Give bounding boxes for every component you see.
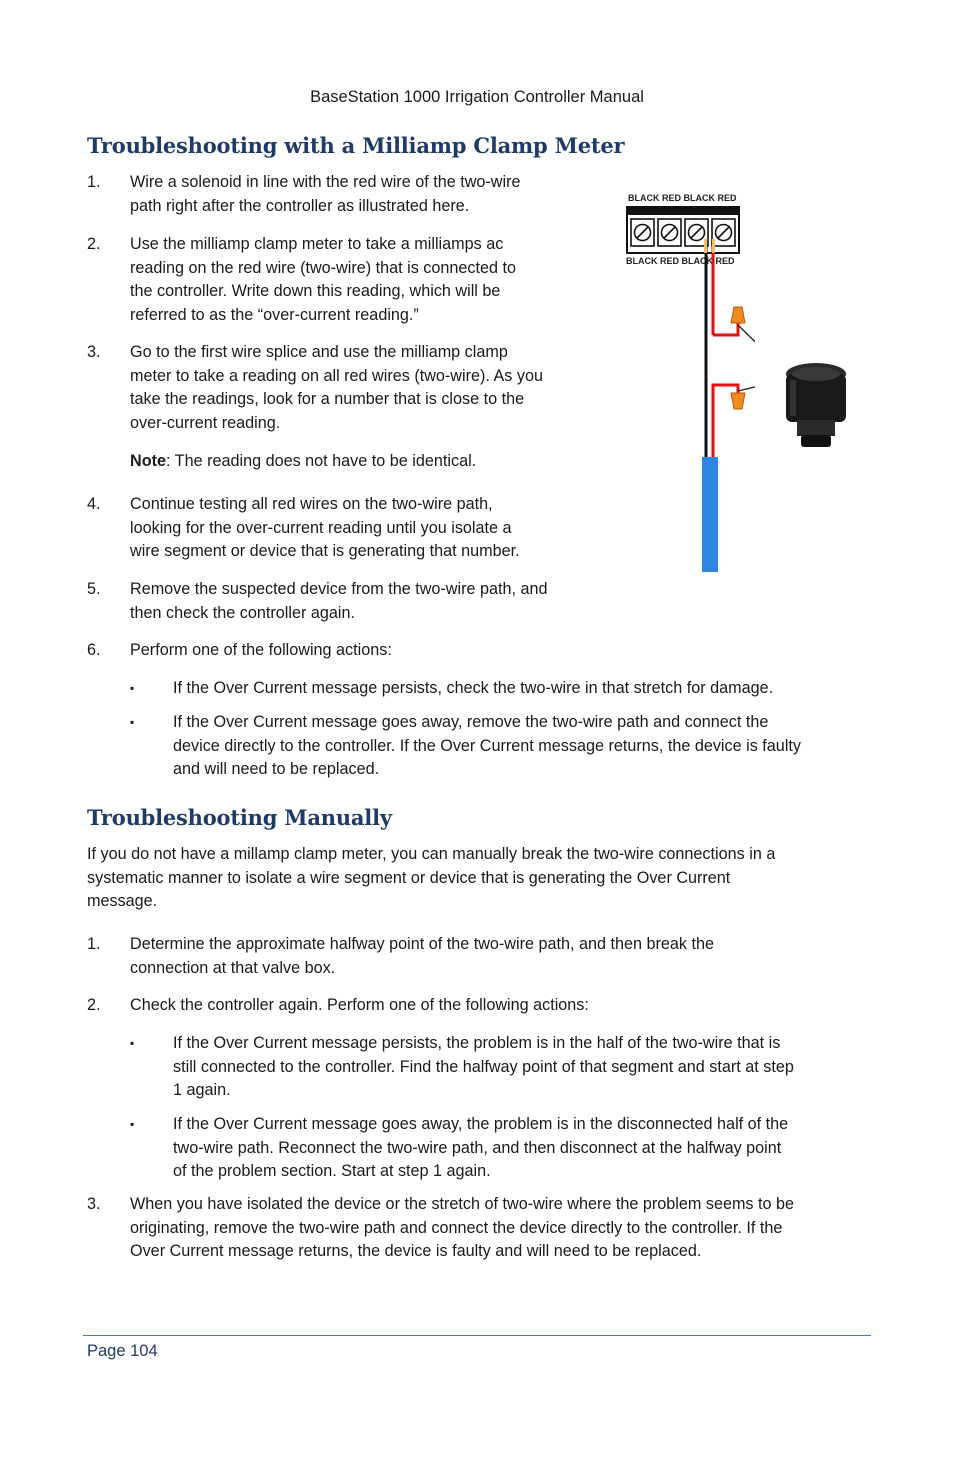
red-wire-loop-top [713,323,738,335]
footer-rule [83,1335,871,1336]
intro-paragraph: If you do not have a millamp clamp meter, you can manually break the two-wire connections in a systematic manner to isolate a wire segment or device that is generating the Over Current message. [87,845,776,910]
step-number: 6. [87,641,101,659]
step-text: Use the milliamp clamp meter to take a milliamps ac reading on the red wire (two-wire) that is connected to the controller. Write down this reading, which will be referred to as the “over-current reading.” [130,235,516,324]
step-text: Go to the first wire splice and use the milliamp clamp meter to take a reading on all red wires (two-wire). As you take the readings, look for a number that is close to the over-current reading. [130,343,543,432]
step-number: 1. [87,173,101,191]
bullet-marker: ▪ [130,681,135,695]
wiring-diagram-figure [620,185,755,577]
section-heading-clamp-meter: Troubleshooting with a Milliamp Clamp Meter [87,133,625,158]
bullet-text: If the Over Current message persists, the problem is in the half of the two-wire that is still connected to the controller. Find the halfway point of that segment and start at step 1 again. [173,1034,794,1099]
step-text: Remove the suspected device from the two-wire path, and then check the controller again. [130,580,548,622]
solenoid-device-image [780,360,850,455]
terminal-top-label: BLACK RED BLACK RED [628,193,737,203]
terminal-bottom-label: BLACK RED BLACK RED [626,256,735,266]
bullet-text: If the Over Current message persists, check the two-wire in that stretch for damage. [173,679,774,697]
note: Note: The reading does not have to be identical. [130,452,477,470]
running-header: BaseStation 1000 Irrigation Controller Manual [310,88,644,106]
step-text: Perform one of the following actions: [130,641,392,659]
step-text: Continue testing all red wires on the two-wire path, looking for the over-current reading until you isolate a wire segment or device that is generating that number. [130,495,520,560]
bullet-marker: ▪ [130,1036,135,1050]
step-text: Determine the approximate halfway point of the two-wire path, and then break the connection at that valve box. [130,935,714,977]
step-text: Wire a solenoid in line with the red wire of the two-wire path right after the controller as illustrated here. [130,173,521,215]
page-number: Page 104 [87,1342,158,1360]
step-number: 3. [87,343,101,361]
bullet-marker: ▪ [130,1117,135,1131]
step-text: Check the controller again. Perform one of the following actions: [130,996,589,1014]
bullet-text: If the Over Current message goes away, remove the two-wire path and connect the device directly to the controller. If the Over Current message returns, the device is faulty and will need to be replaced. [173,713,801,778]
wire-nut-top [731,307,745,323]
step-number: 5. [87,580,101,598]
section-heading-manual: Troubleshooting Manually [87,805,392,830]
step-number: 3. [87,1195,101,1213]
blue-conduit [702,457,718,572]
step-number: 2. [87,996,101,1014]
wire-nut-bottom [731,393,745,409]
step-number: 2. [87,235,101,253]
bullet-text: If the Over Current message goes away, the problem is in the disconnected half of the two-wire path. Reconnect the two-wire path, and then disconnect at the halfway point of the problem section. Start at step 1 again. [173,1115,789,1180]
step-number: 4. [87,495,101,513]
step-number: 1. [87,935,101,953]
step-text: When you have isolated the device or the stretch of two-wire where the problem seems to be originating, remove the two-wire path and connect the device directly to the controller. If the Over Current message returns, the device is faulty and will need to be replaced. [130,1195,795,1260]
bullet-marker: ▪ [130,715,135,729]
